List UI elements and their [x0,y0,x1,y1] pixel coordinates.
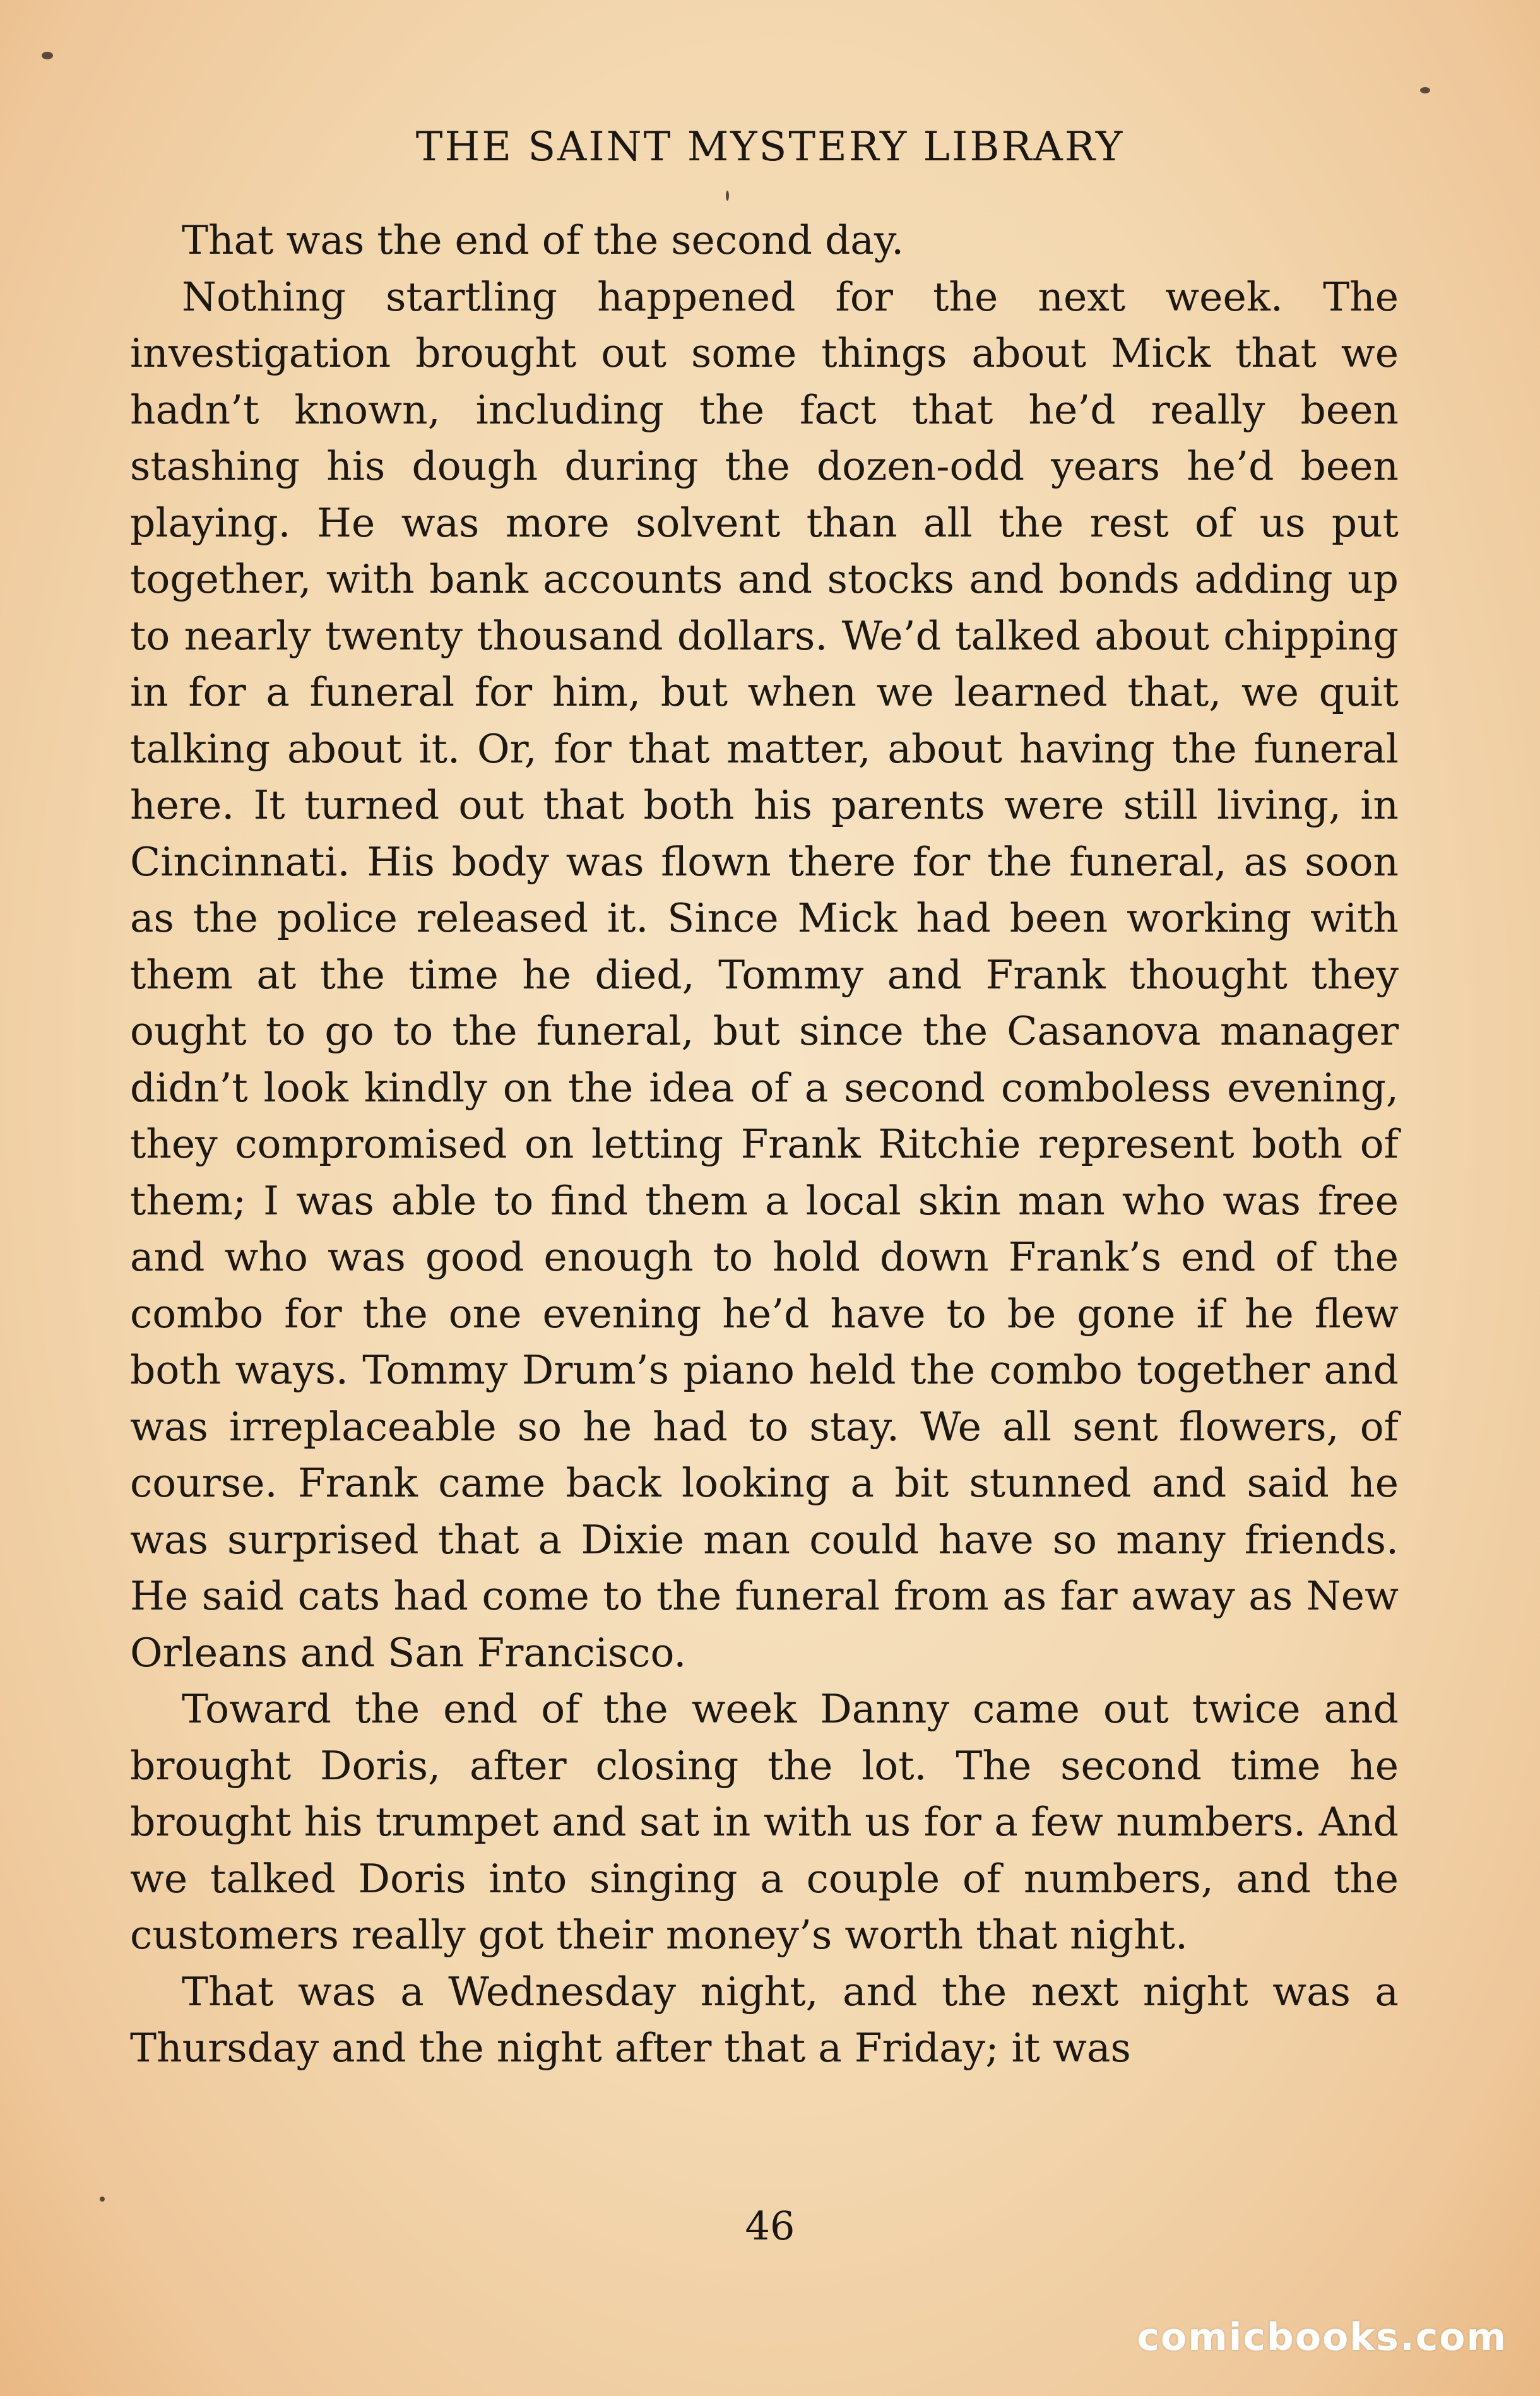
body-text [130,212,1399,2077]
ink-speck [100,2197,105,2202]
ink-speck [42,52,53,59]
site-watermark: comicbooks.com [1137,2315,1507,2359]
page-number: 46 [745,2203,795,2249]
running-header: THE SAINT MYSTERY LIBRARY [415,124,1125,170]
ink-speck [1420,87,1430,93]
paragraph: That was the end of the second day. [182,217,904,263]
paragraph: That was a Wednesday night, and the next night was a Thursday and the night after that a Friday; it was [130,1968,1399,2071]
paragraph: Nothing startling happened for the next week. The investigation brought out some things about Mick that we hadn’t known, including the fact that he’d really been stashing his dough during the dozen-odd years he’d been playing. He was more solvent than all the rest of us put together, with bank accounts and stocks and bonds adding up to nearly twenty thousand dollars. We’d talked about chipping in for a funeral for him, but when we learned that, we quit talking about it. Or, for that matter, about having the funeral here. It turned out that both his parents were still living, in Cincinnati. His body was flown there for the funeral, as soon as the police released it. Since Mick had been working with them at the time he died, Tommy and Frank thought they ought to go to the funeral, but since the Casanova manager didn’t look kindly on the idea of a second comboless evening, they compromised on letting Frank Ritchie represent both of them; I was able to find them a local skin man who was free and who was good enough to hold down Frank’s end of the combo for the one evening he’d have to be gone if he flew both ways. Tommy Drum’s piano held the combo together and was irreplaceable so he had to stay. We all sent flowers, of course. Frank came back looking a bit stunned and said he was surprised that a Dixie man could have so many friends. He said cats had come to the funeral from as far away as New Orleans and San Francisco. [130,273,1399,1676]
paragraph: Toward the end of the week Danny came out twice and brought Doris, after closing the lot. The second time he brought his trumpet and sat in with us for a few numbers. And we talked Doris into singing a couple of numbers, and the customers really got their money’s worth that night. [130,1686,1399,1958]
ink-speck [726,191,729,201]
